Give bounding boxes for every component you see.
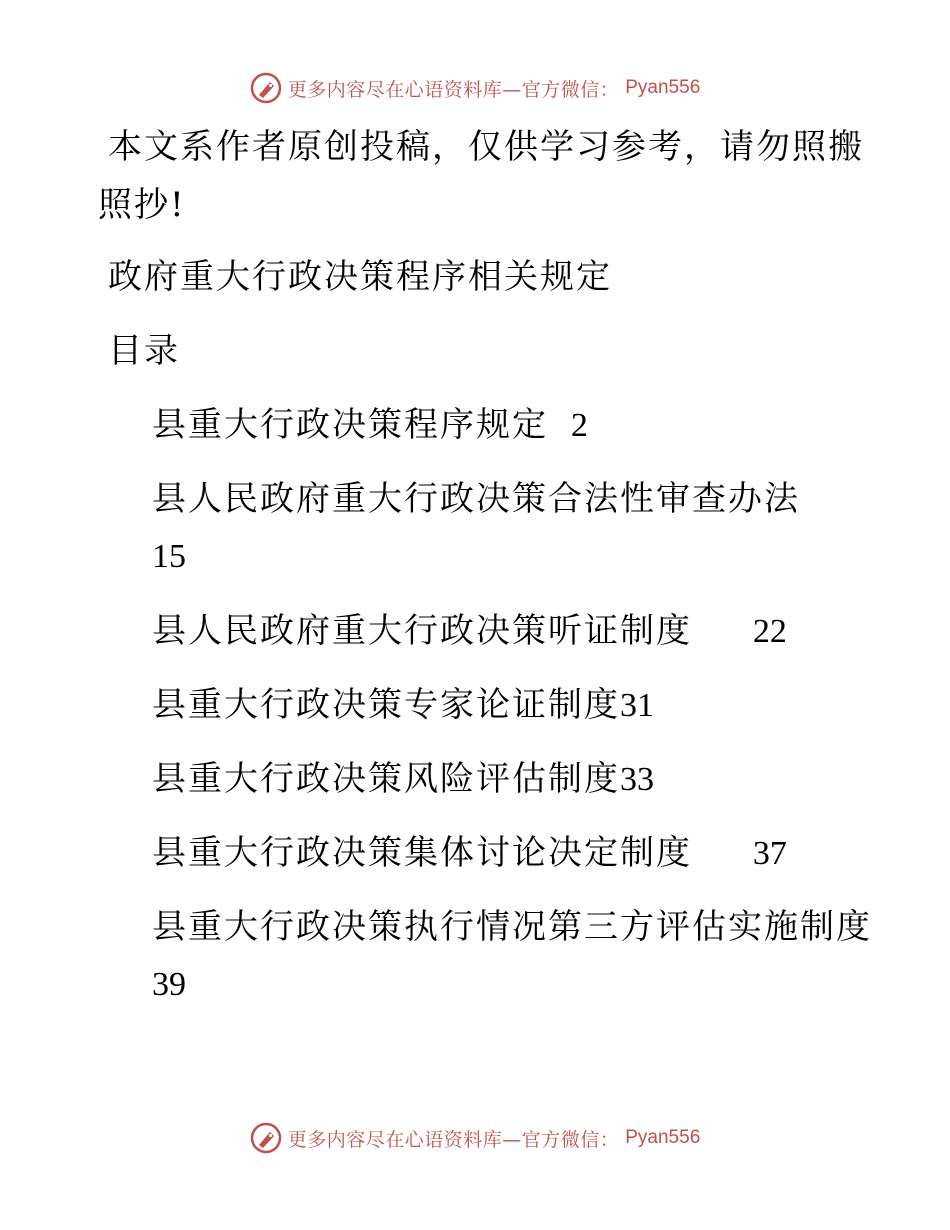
toc-item-page: 31 — [620, 687, 654, 724]
document-title: 政府重大行政决策程序相关规定 — [108, 257, 612, 297]
header-watermark — [0, 72, 950, 104]
toc-item-page[interactable]: 39 — [152, 966, 186, 1003]
toc-item[interactable] — [152, 907, 872, 947]
toc-item[interactable] — [152, 479, 800, 519]
pen-nib-logo-icon — [250, 72, 282, 104]
toc-item-page: 37 — [752, 835, 787, 872]
toc-item-page: 22 — [752, 613, 787, 650]
toc-item-page: 33 — [620, 761, 654, 798]
footer-watermark — [0, 1122, 950, 1154]
notice-line-2: 照抄! — [98, 185, 186, 225]
notice-line-1: 本文系作者原创投稿，仅供学习参考，请勿照搬 — [108, 127, 864, 167]
toc-item-title: 县人民政府重大行政决策听证制度 — [152, 611, 692, 651]
pen-nib-logo-icon — [250, 1122, 282, 1154]
toc-item-title: 县人民政府重大行政决策合法性审查办法 — [152, 479, 800, 519]
toc-item[interactable] — [152, 405, 588, 445]
toc-item[interactable] — [152, 833, 787, 873]
toc-item-title: 县重大行政决策执行情况第三方评估实施制度 — [152, 907, 872, 947]
toc-item[interactable] — [152, 611, 787, 651]
toc-item[interactable] — [152, 685, 654, 725]
toc-item-page: 2 — [570, 407, 588, 444]
toc-item-title: 县重大行政决策专家论证制度 — [152, 685, 620, 725]
watermark-text: 更多内容尽在心语资料库—官方微信： — [287, 1128, 620, 1151]
watermark-account: Pyan556 — [625, 1127, 701, 1148]
watermark-account: Pyan556 — [625, 77, 701, 98]
toc-item-title: 县重大行政决策风险评估制度 — [152, 759, 620, 799]
toc-item[interactable] — [152, 759, 654, 799]
toc-item-page[interactable]: 15 — [152, 538, 186, 575]
watermark-text: 更多内容尽在心语资料库—官方微信： — [287, 78, 620, 101]
toc-heading: 目录 — [108, 331, 180, 371]
toc-item-title: 县重大行政决策集体讨论决定制度 — [152, 833, 692, 873]
toc-item-title: 县重大行政决策程序规定 — [152, 405, 548, 445]
